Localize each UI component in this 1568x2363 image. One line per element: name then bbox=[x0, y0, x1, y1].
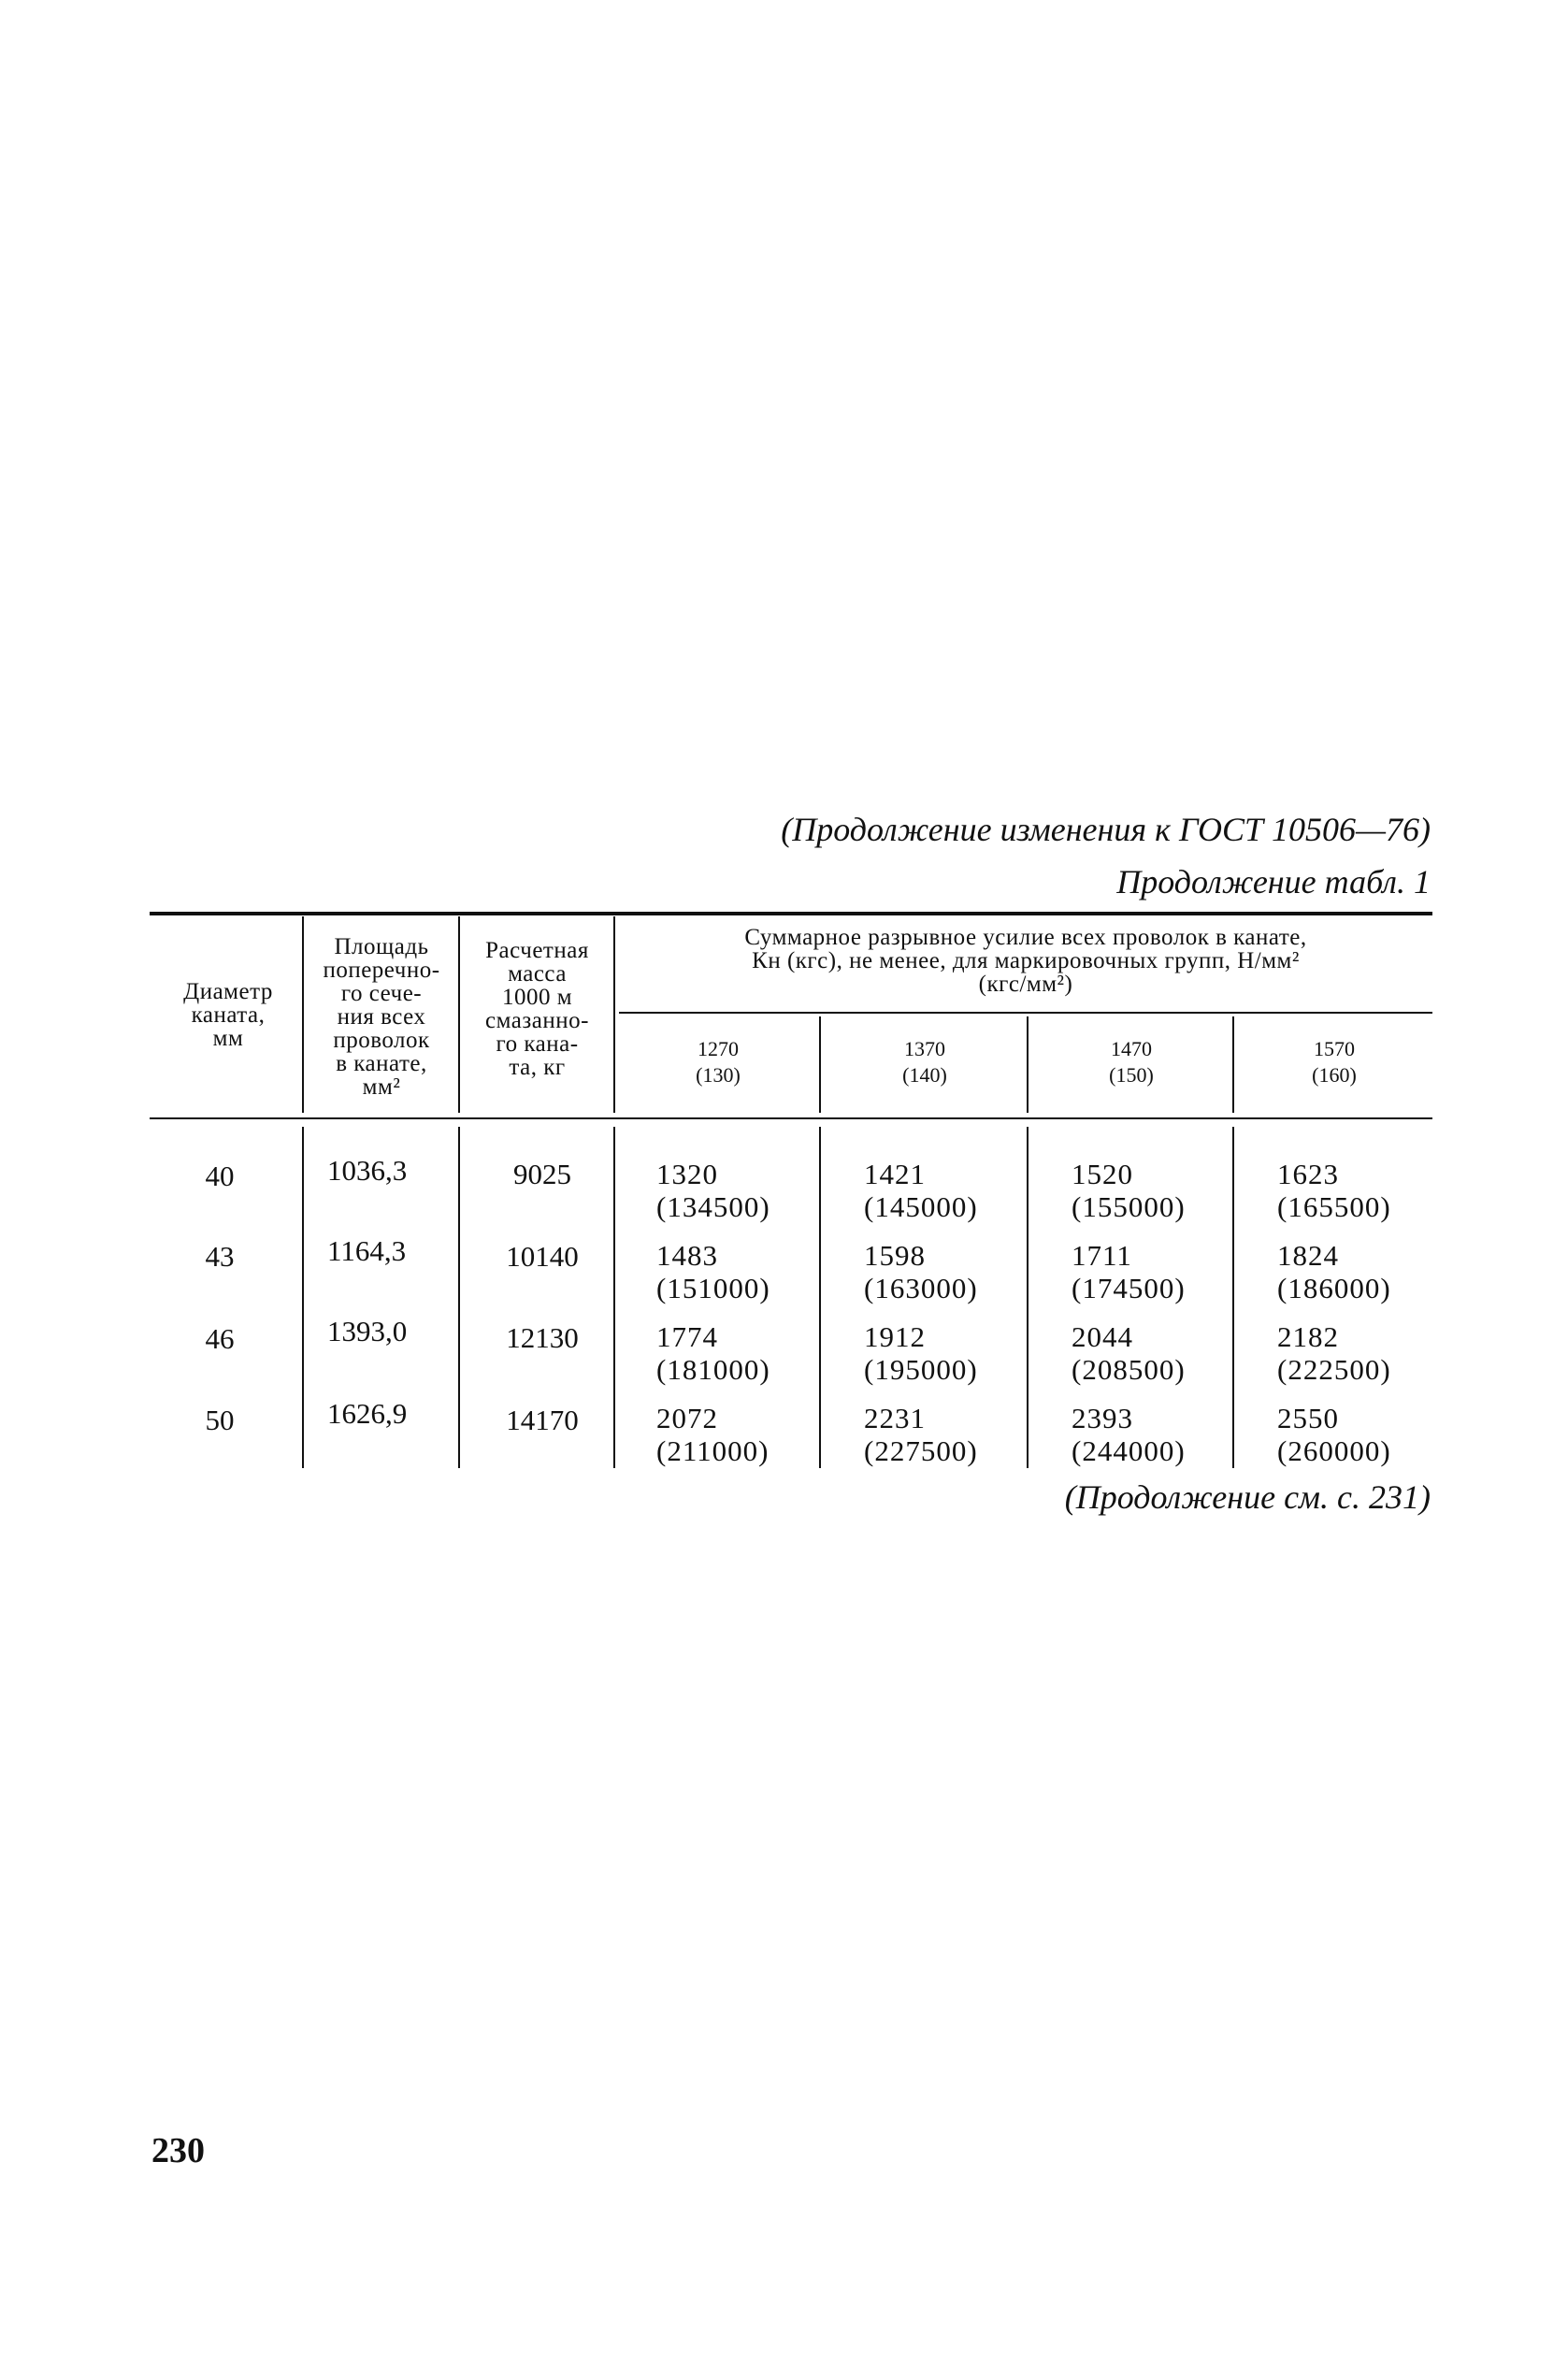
cell-diameter: 40 bbox=[205, 1160, 235, 1192]
cell-area: 1164,3 bbox=[327, 1234, 407, 1267]
cell-force-1270: 2072 (211000) bbox=[656, 1402, 770, 1467]
column-divider bbox=[613, 1127, 615, 1468]
cell-force-1570: 2182 (222500) bbox=[1277, 1320, 1391, 1386]
cell-force-1470: 2044 (208500) bbox=[1072, 1320, 1186, 1386]
column-divider bbox=[819, 1016, 821, 1113]
column-divider bbox=[1232, 1127, 1234, 1468]
cell-force-1270: 1774 (181000) bbox=[656, 1320, 770, 1386]
cell-force-1570: 1623 (165500) bbox=[1277, 1158, 1391, 1223]
column-divider bbox=[1027, 1016, 1029, 1113]
continuation-note: (Продолжение изменения к ГОСТ 10506—76) bbox=[781, 811, 1431, 848]
cell-area: 1036,3 bbox=[327, 1154, 408, 1187]
cell-force-1270: 1320 (134500) bbox=[656, 1158, 770, 1223]
column-divider bbox=[302, 1127, 304, 1468]
column-divider bbox=[1027, 1127, 1029, 1468]
cell-force-1470: 1520 (155000) bbox=[1072, 1158, 1186, 1223]
column-divider bbox=[302, 916, 304, 1113]
cell-force-1470: 2393 (244000) bbox=[1072, 1402, 1186, 1467]
group-header-1570: 1570 (160) bbox=[1312, 1037, 1357, 1087]
group-header-rule bbox=[619, 1012, 1432, 1014]
column-divider bbox=[1232, 1016, 1234, 1113]
column-header-force: Суммарное разрывное усилие всех проволок в канате, Кн (кгс), не менее, для маркировочных групп, Н/мм² (кгс/мм²) bbox=[744, 925, 1307, 997]
cell-force-1370: 1912 (195000) bbox=[864, 1320, 978, 1386]
cell-force-1370: 1421 (145000) bbox=[864, 1158, 978, 1223]
cell-force-1570: 1824 (186000) bbox=[1277, 1239, 1391, 1304]
cell-mass: 9025 bbox=[513, 1158, 571, 1190]
cell-area: 1393,0 bbox=[327, 1315, 408, 1347]
cell-diameter: 50 bbox=[205, 1404, 235, 1436]
cell-area: 1626,9 bbox=[327, 1397, 408, 1430]
column-header-area: Площадь поперечно- го сече- ния всех проволок в канате, мм² bbox=[323, 934, 440, 1100]
cell-mass: 14170 bbox=[506, 1404, 579, 1436]
cell-force-1270: 1483 (151000) bbox=[656, 1239, 770, 1304]
column-header-diameter: Диаметр каната, мм bbox=[183, 979, 273, 1051]
column-divider bbox=[613, 916, 615, 1113]
column-header-mass: Расчетная масса 1000 м смазанно- го кана- та, кг bbox=[485, 938, 589, 1080]
table-top-rule bbox=[150, 912, 1432, 915]
group-header-1470: 1470 (150) bbox=[1109, 1037, 1154, 1087]
cell-force-1370: 2231 (227500) bbox=[864, 1402, 978, 1467]
group-header-1370: 1370 (140) bbox=[902, 1037, 947, 1087]
cell-force-1370: 1598 (163000) bbox=[864, 1239, 978, 1304]
continuation-footnote: (Продолжение см. с. 231) bbox=[1064, 1478, 1431, 1516]
cell-mass: 12130 bbox=[506, 1321, 579, 1354]
table-continuation-label: Продолжение табл. 1 bbox=[1116, 863, 1431, 901]
column-divider bbox=[819, 1127, 821, 1468]
cell-force-1470: 1711 (174500) bbox=[1072, 1239, 1186, 1304]
cell-diameter: 43 bbox=[205, 1240, 235, 1273]
cell-diameter: 46 bbox=[205, 1322, 235, 1355]
table-header-rule bbox=[150, 1117, 1432, 1119]
cell-force-1570: 2550 (260000) bbox=[1277, 1402, 1391, 1467]
column-divider bbox=[458, 916, 460, 1113]
page-number: 230 bbox=[151, 2131, 205, 2170]
group-header-1270: 1270 (130) bbox=[696, 1037, 741, 1087]
cell-mass: 10140 bbox=[506, 1240, 579, 1273]
